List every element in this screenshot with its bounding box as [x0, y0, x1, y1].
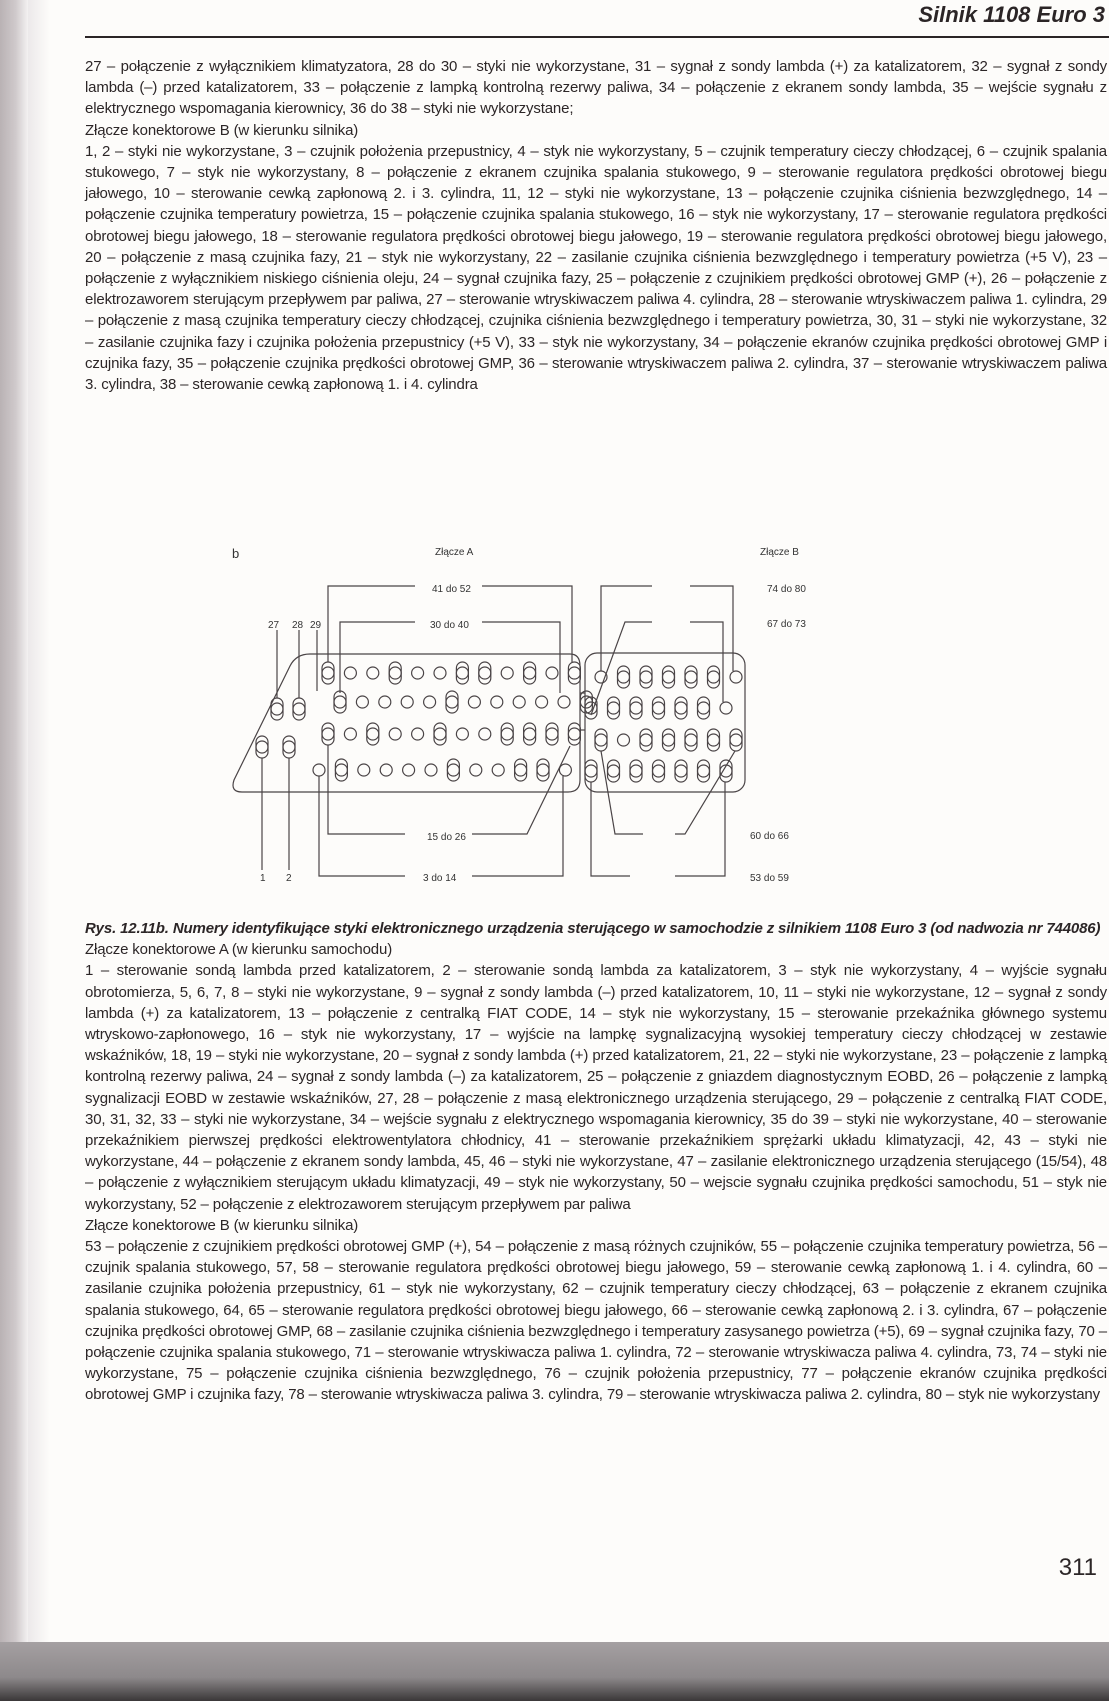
label-30-40: 30 do 40 [430, 620, 469, 631]
connector-a-continuation: 27 – połączenie z wyłącznikiem klimatyzatora, 28 do 30 – styki nie wykorzystane, 31 – sygnał z sondy lambda (+) za katalizatorem, 32 – sygnał z sondy lambda (–) przed katalizatorem, 33 – połączenie z lampką kontrolną rezerwy paliwa, 34 – połączenie z ekranem sondy lambda, 35 – wejście sygnału z elektrycznego wspomagania kierownicy, 36 do 38 – styki nie wykorzystane; [85, 58, 1107, 118]
label-pin-29: 29 [310, 620, 322, 631]
page-bottom-edge [0, 1642, 1109, 1701]
binding-gradient [28, 0, 50, 1701]
connector-b-pin-list: 1, 2 – styki nie wykorzystane, 3 – czujnik położenia przepustnicy, 4 – styk nie wykorzystany, 5 – czujnik temperatury cieczy chłodzącej, 6 – czujnik spalania stukowego, 7 – styk nie wykorzystany, 8 – połączenie z ekranem czujnika spalania stukowego, 9 – sterowanie regulatora prędkości obrotowej biegu jałowego, 10 – sterowanie cewką zapłonową 2. i 3. cylindra, 11, 12 – styki nie wykorzystane, 13 – połączenie czujnika ciśnienia bezwzględnego, 14 – połączenie czujnika temperatury powietrza, 15 – połączenie czujnika spalania stukowego, 16 – styk nie wykorzystany, 17 – sterowanie regulatora prędkości obrotowej biegu jałowego, 18 – sterowanie regulatora prędkości obrotowej biegu jałowego, 19 – sterowanie regulatora prędkości obrotowej biegu jałowego, 20 – połączenie z masą czujnika fazy, 21 – styk nie wykorzystany, 22 – zasilanie czujnika ciśnienia bezwzględnego i temperatury powietrza (+5 V), 23 – połączenie z wyłącznikiem niskiego ciśnienia oleju, 24 – sygnał czujnika fazy, 25 – połączenie z czujnikiem prędkości obrotowej GMP (+), 26 – połączenie z elektrozaworem sterującym przepływem par paliwa, 27 – sterowanie wtryskiwaczem paliwa 4. cylindra, 28 – sterowanie wtryskiwaczem paliwa 1. cylindra, 29 – połączenie z masą czujnika temperatury cieczy chłodzącej, czujnika ciśnienia bezwzględnego i temperatury powietrza, 30, 31 – styki nie wykorzystane, 32 – zasilanie czujnika fazy i czujnika położenia przepustnicy (+5 V), 33 – styk nie wykorzystany, 34 – połączenie ekranów czujnika prędkości obrotowej GMP i czujnika fazy, 35 – połączenie czujnika prędkości obrotowej GMP, 36 – sterowanie wtryskiwaczem paliwa 2. cylindra, 37 – sterowanie wtryskiwaczem paliwa 3. cylindra, 38 – sterowanie cewką zapłonową 1. i 4. cylindra [85, 142, 1107, 394]
label-pin-1: 1 [260, 873, 266, 884]
panel-label: b [232, 546, 240, 561]
label-pin-2: 2 [286, 873, 292, 884]
book-binding-shadow [0, 0, 28, 1701]
label-74-80: 74 do 80 [767, 584, 806, 595]
connector-b-title: Złącze B [760, 547, 799, 558]
page-number: 311 [1058, 1554, 1097, 1581]
connector-a-heading: Złącze konektorowe A (w kierunku samochodu) [85, 941, 393, 959]
label-53-59: 53 do 59 [750, 873, 789, 884]
connector-b-heading: Złącze konektorowe B (w kierunku silnika) [85, 121, 359, 139]
header-rule [85, 36, 1109, 38]
connector-a-title: Złącze A [435, 547, 474, 558]
label-pin-27: 27 [268, 620, 280, 631]
connector-b-pin-list-2: 53 – połączenie z czujnikiem prędkości obrotowej GMP (+), 54 – połączenie z masą różnych czujników, 55 – połączenie czujnika temperatury powietrza, 56 – czujnik spalania stukowego, 57, 58 – sterowanie regulatora prędkości obrotowej biegu jałowego, 59 – sterowanie cewką zapłonową 1. i 4. cylindra, 60 – zasilanie czujnika położenia przepustnicy, 61 – styk nie wykorzystany, 62 – czujnik temperatury cieczy chłodzącej, 63 – połączenie z ekranem czujnika spalania stukowego, 64, 65 – sterowanie regulatora prędkości obrotowej biegu jałowego, 66 – sterowanie cewką zapłonową 2. i 3. cylindra, 67 – połączenie czujnika prędkości obrotowej GMP, 68 – zasilanie czujnika ciśnienia bezwzględnego i temperatury zasysanego powietrza (+5), 69 – sygnał czujnika fazy, 70 – połączenie czujnika spalania stukowego, 71 – sterowanie wtryskiwacza paliwa 1. cylindra, 72 – sterowanie wtryskiwacza paliwa 4. cylindra, 73, 74 – styki nie wykorzystane, 75 – połączenie czujnika ciśnienia bezwzględnego, 76 – czujnik położenia przepustnicy, 77 – połączenie ekranów czujnika prędkości obrotowej GMP i czujnika fazy, 78 – sterowanie wtryskiwacza paliwa 3. cylindra, 79 – sterowanie wtryskiwacza paliwa 2. cylindra, 80 – styk nie wykorzystany [85, 1238, 1107, 1404]
label-41-52: 41 do 52 [432, 584, 471, 595]
connector-a-pin-list: 1 – sterowanie sondą lambda przed katalizatorem, 2 – sterowanie sondą lambda za katalizatorem, 3 – styk nie wykorzystany, 4 – wyjście sygnału obrotomierza, 5, 6, 7, 8 – styki nie wykorzystane, 9 – sygnał z sondy lambda (–) przed katalizatorem, 10, 11 – styki nie wykorzystane, 12 – sygnał z sondy lambda (+) za katalizatorem, 13 – połączenie z centralką FIAT CODE, 14 – styk nie wykorzystany, 15 – sterowanie przekaźnika głównego systemu wtryskowo-zapłonowego, 16 – styk nie wykorzystany, 17 – wyjście na lampkę sygnalizacyjną wysokiej temperatury cieczy chłodzącej w zestawie wskaźników, 18, 19 – styki nie wykorzystane, 20 – sygnał z sondy lambda (+) przed katalizatorem, 21, 22 – styki nie wykorzystane, 23 – połączenie z lampką kontrolną rezerwy paliwa, 24 – sygnał z sondy lambda (–) za katalizatorem, 25 – połączenie z gniazdem diagnostycznym EOBD, 26 – połączenie z lampką sygnalizacji EOBD w zestawie wskaźników, 27, 28 – połączenie z masą elektronicznego urządzenia sterującego, 29 – połączenie z centralką FIAT CODE, 30, 31, 32, 33 – styki nie wykorzystane, 34 – wejście sygnału z elektrycznego wspomagania kierownicy, 35 do 39 – styki nie wykorzystane, 40 – sterowanie przekaźnikiem pierwszej prędkości elektrowentylatora chłodnicy, 41 – sterowanie przekaźnikiem sprężarki układu klimatyzacji, 42, 43 – styki nie wykorzystane, 44 – połączenie z ekranem sondy lambda, 45, 46 – styki nie wykorzystane, 47 – zasilanie elektronicznego urządzenia sterującego (15/54), 48 – połączenie z wyłącznikiem sterującym układu klimatyzacji, 49 – styk nie wykorzystany, 50 – wejscie sygnału czujnika prędkości samochodu, 51 – styk nie wykorzystany, 52 – połączenie z elektrozaworem sterującym przepływem par paliwa [85, 962, 1107, 1213]
label-60-66: 60 do 66 [750, 831, 789, 842]
figure-caption: Rys. 12.11b. Numery identyfikujące styki elektronicznego urządzenia sterującego w samochodzie z silnikiem 1108 Euro 3 (od nadwozia nr 744086) [85, 920, 1101, 937]
label-pin-28: 28 [292, 620, 304, 631]
running-head: Silnik 1108 Euro 3 [918, 2, 1105, 27]
label-15-26: 15 do 26 [427, 832, 466, 843]
top-text-section [85, 56, 1107, 395]
label-3-14: 3 do 14 [423, 873, 457, 884]
connector-b-heading-2: Złącze konektorowe B (w kierunku silnika) [85, 1216, 359, 1234]
bottom-text-section [85, 918, 1107, 1406]
label-67-73: 67 do 73 [767, 619, 806, 630]
connector-pinout-diagram [230, 530, 990, 910]
